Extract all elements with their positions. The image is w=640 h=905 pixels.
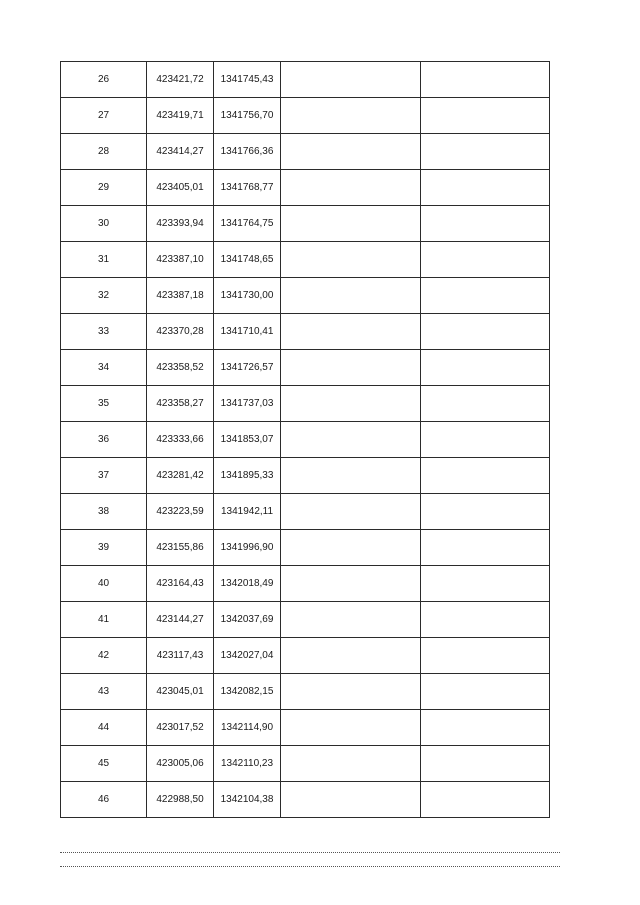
coordinates-table — [60, 61, 550, 818]
table-row — [61, 746, 550, 782]
point-number-cell: 33 — [61, 314, 147, 350]
empty-cell — [421, 566, 550, 602]
empty-cell — [421, 242, 550, 278]
coordinate-y-cell: 1342104,38 — [214, 782, 281, 818]
point-number-cell: 31 — [61, 242, 147, 278]
empty-cell — [421, 458, 550, 494]
coordinate-x-cell: 423164,43 — [147, 566, 214, 602]
empty-cell — [281, 602, 421, 638]
empty-cell — [281, 422, 421, 458]
coordinate-x-cell: 423387,10 — [147, 242, 214, 278]
table-row — [61, 638, 550, 674]
dotted-separator-line — [60, 852, 560, 853]
empty-cell — [421, 386, 550, 422]
coordinate-x-cell: 423005,06 — [147, 746, 214, 782]
empty-cell — [421, 350, 550, 386]
empty-cell — [281, 242, 421, 278]
point-number-cell: 44 — [61, 710, 147, 746]
empty-cell — [281, 710, 421, 746]
empty-cell — [421, 134, 550, 170]
table-row — [61, 314, 550, 350]
empty-cell — [421, 530, 550, 566]
coordinate-x-cell: 423414,27 — [147, 134, 214, 170]
empty-cell — [281, 494, 421, 530]
empty-cell — [281, 62, 421, 98]
coordinate-x-cell: 423045,01 — [147, 674, 214, 710]
empty-cell — [421, 746, 550, 782]
table-row — [61, 242, 550, 278]
point-number-cell: 36 — [61, 422, 147, 458]
dotted-separator-line — [60, 866, 560, 867]
table-row — [61, 710, 550, 746]
coordinate-y-cell: 1341745,43 — [214, 62, 281, 98]
point-number-cell: 45 — [61, 746, 147, 782]
point-number-cell: 38 — [61, 494, 147, 530]
coordinate-y-cell: 1342114,90 — [214, 710, 281, 746]
coordinate-y-cell: 1341737,03 — [214, 386, 281, 422]
coordinate-x-cell: 423117,43 — [147, 638, 214, 674]
empty-cell — [281, 134, 421, 170]
empty-cell — [421, 638, 550, 674]
coordinate-y-cell: 1342082,15 — [214, 674, 281, 710]
table-row — [61, 206, 550, 242]
coordinate-y-cell: 1341710,41 — [214, 314, 281, 350]
empty-cell — [281, 386, 421, 422]
empty-cell — [421, 782, 550, 818]
empty-cell — [281, 98, 421, 134]
coordinate-x-cell: 423017,52 — [147, 710, 214, 746]
coordinate-x-cell: 423358,52 — [147, 350, 214, 386]
coordinate-y-cell: 1342110,23 — [214, 746, 281, 782]
coordinate-y-cell: 1341756,70 — [214, 98, 281, 134]
coordinate-y-cell: 1341895,33 — [214, 458, 281, 494]
coordinate-y-cell: 1341764,75 — [214, 206, 281, 242]
table-row — [61, 278, 550, 314]
point-number-cell: 26 — [61, 62, 147, 98]
empty-cell — [421, 62, 550, 98]
coordinate-y-cell: 1342027,04 — [214, 638, 281, 674]
empty-cell — [421, 674, 550, 710]
empty-cell — [421, 278, 550, 314]
table-row — [61, 530, 550, 566]
coordinate-x-cell: 423419,71 — [147, 98, 214, 134]
table-row — [61, 62, 550, 98]
coordinate-y-cell: 1342018,49 — [214, 566, 281, 602]
point-number-cell: 35 — [61, 386, 147, 422]
empty-cell — [281, 278, 421, 314]
coordinates-table-body — [61, 62, 550, 818]
empty-cell — [421, 710, 550, 746]
empty-cell — [281, 314, 421, 350]
point-number-cell: 30 — [61, 206, 147, 242]
coordinate-x-cell: 423387,18 — [147, 278, 214, 314]
point-number-cell: 42 — [61, 638, 147, 674]
coordinate-x-cell: 423144,27 — [147, 602, 214, 638]
coordinate-y-cell: 1341996,90 — [214, 530, 281, 566]
point-number-cell: 29 — [61, 170, 147, 206]
point-number-cell: 32 — [61, 278, 147, 314]
empty-cell — [421, 494, 550, 530]
empty-cell — [281, 782, 421, 818]
point-number-cell: 28 — [61, 134, 147, 170]
coordinate-x-cell: 423155,86 — [147, 530, 214, 566]
table-row — [61, 674, 550, 710]
coordinate-y-cell: 1341730,00 — [214, 278, 281, 314]
table-row — [61, 458, 550, 494]
coordinate-x-cell: 423223,59 — [147, 494, 214, 530]
coordinate-y-cell: 1341768,77 — [214, 170, 281, 206]
point-number-cell: 40 — [61, 566, 147, 602]
point-number-cell: 34 — [61, 350, 147, 386]
empty-cell — [281, 530, 421, 566]
coordinate-x-cell: 422988,50 — [147, 782, 214, 818]
coordinate-x-cell: 423281,42 — [147, 458, 214, 494]
coordinate-x-cell: 423393,94 — [147, 206, 214, 242]
table-row — [61, 386, 550, 422]
point-number-cell: 37 — [61, 458, 147, 494]
empty-cell — [281, 206, 421, 242]
point-number-cell: 46 — [61, 782, 147, 818]
table-row — [61, 170, 550, 206]
empty-cell — [281, 350, 421, 386]
table-row — [61, 350, 550, 386]
coordinate-y-cell: 1341942,11 — [214, 494, 281, 530]
coordinate-x-cell: 423370,28 — [147, 314, 214, 350]
empty-cell — [281, 746, 421, 782]
empty-cell — [421, 314, 550, 350]
table-row — [61, 422, 550, 458]
table-row — [61, 494, 550, 530]
empty-cell — [421, 206, 550, 242]
table-row — [61, 602, 550, 638]
empty-cell — [421, 170, 550, 206]
empty-cell — [281, 674, 421, 710]
point-number-cell: 43 — [61, 674, 147, 710]
empty-cell — [281, 170, 421, 206]
empty-cell — [281, 566, 421, 602]
point-number-cell: 39 — [61, 530, 147, 566]
table-row — [61, 782, 550, 818]
table-row — [61, 98, 550, 134]
coordinate-y-cell: 1341748,65 — [214, 242, 281, 278]
coordinate-y-cell: 1342037,69 — [214, 602, 281, 638]
coordinate-x-cell: 423333,66 — [147, 422, 214, 458]
table-row — [61, 134, 550, 170]
coordinate-y-cell: 1341853,07 — [214, 422, 281, 458]
coordinate-x-cell: 423421,72 — [147, 62, 214, 98]
coordinate-x-cell: 423358,27 — [147, 386, 214, 422]
point-number-cell: 41 — [61, 602, 147, 638]
point-number-cell: 27 — [61, 98, 147, 134]
empty-cell — [421, 98, 550, 134]
coordinate-x-cell: 423405,01 — [147, 170, 214, 206]
coordinate-y-cell: 1341726,57 — [214, 350, 281, 386]
empty-cell — [421, 602, 550, 638]
empty-cell — [281, 638, 421, 674]
empty-cell — [421, 422, 550, 458]
coordinate-y-cell: 1341766,36 — [214, 134, 281, 170]
table-row — [61, 566, 550, 602]
empty-cell — [281, 458, 421, 494]
